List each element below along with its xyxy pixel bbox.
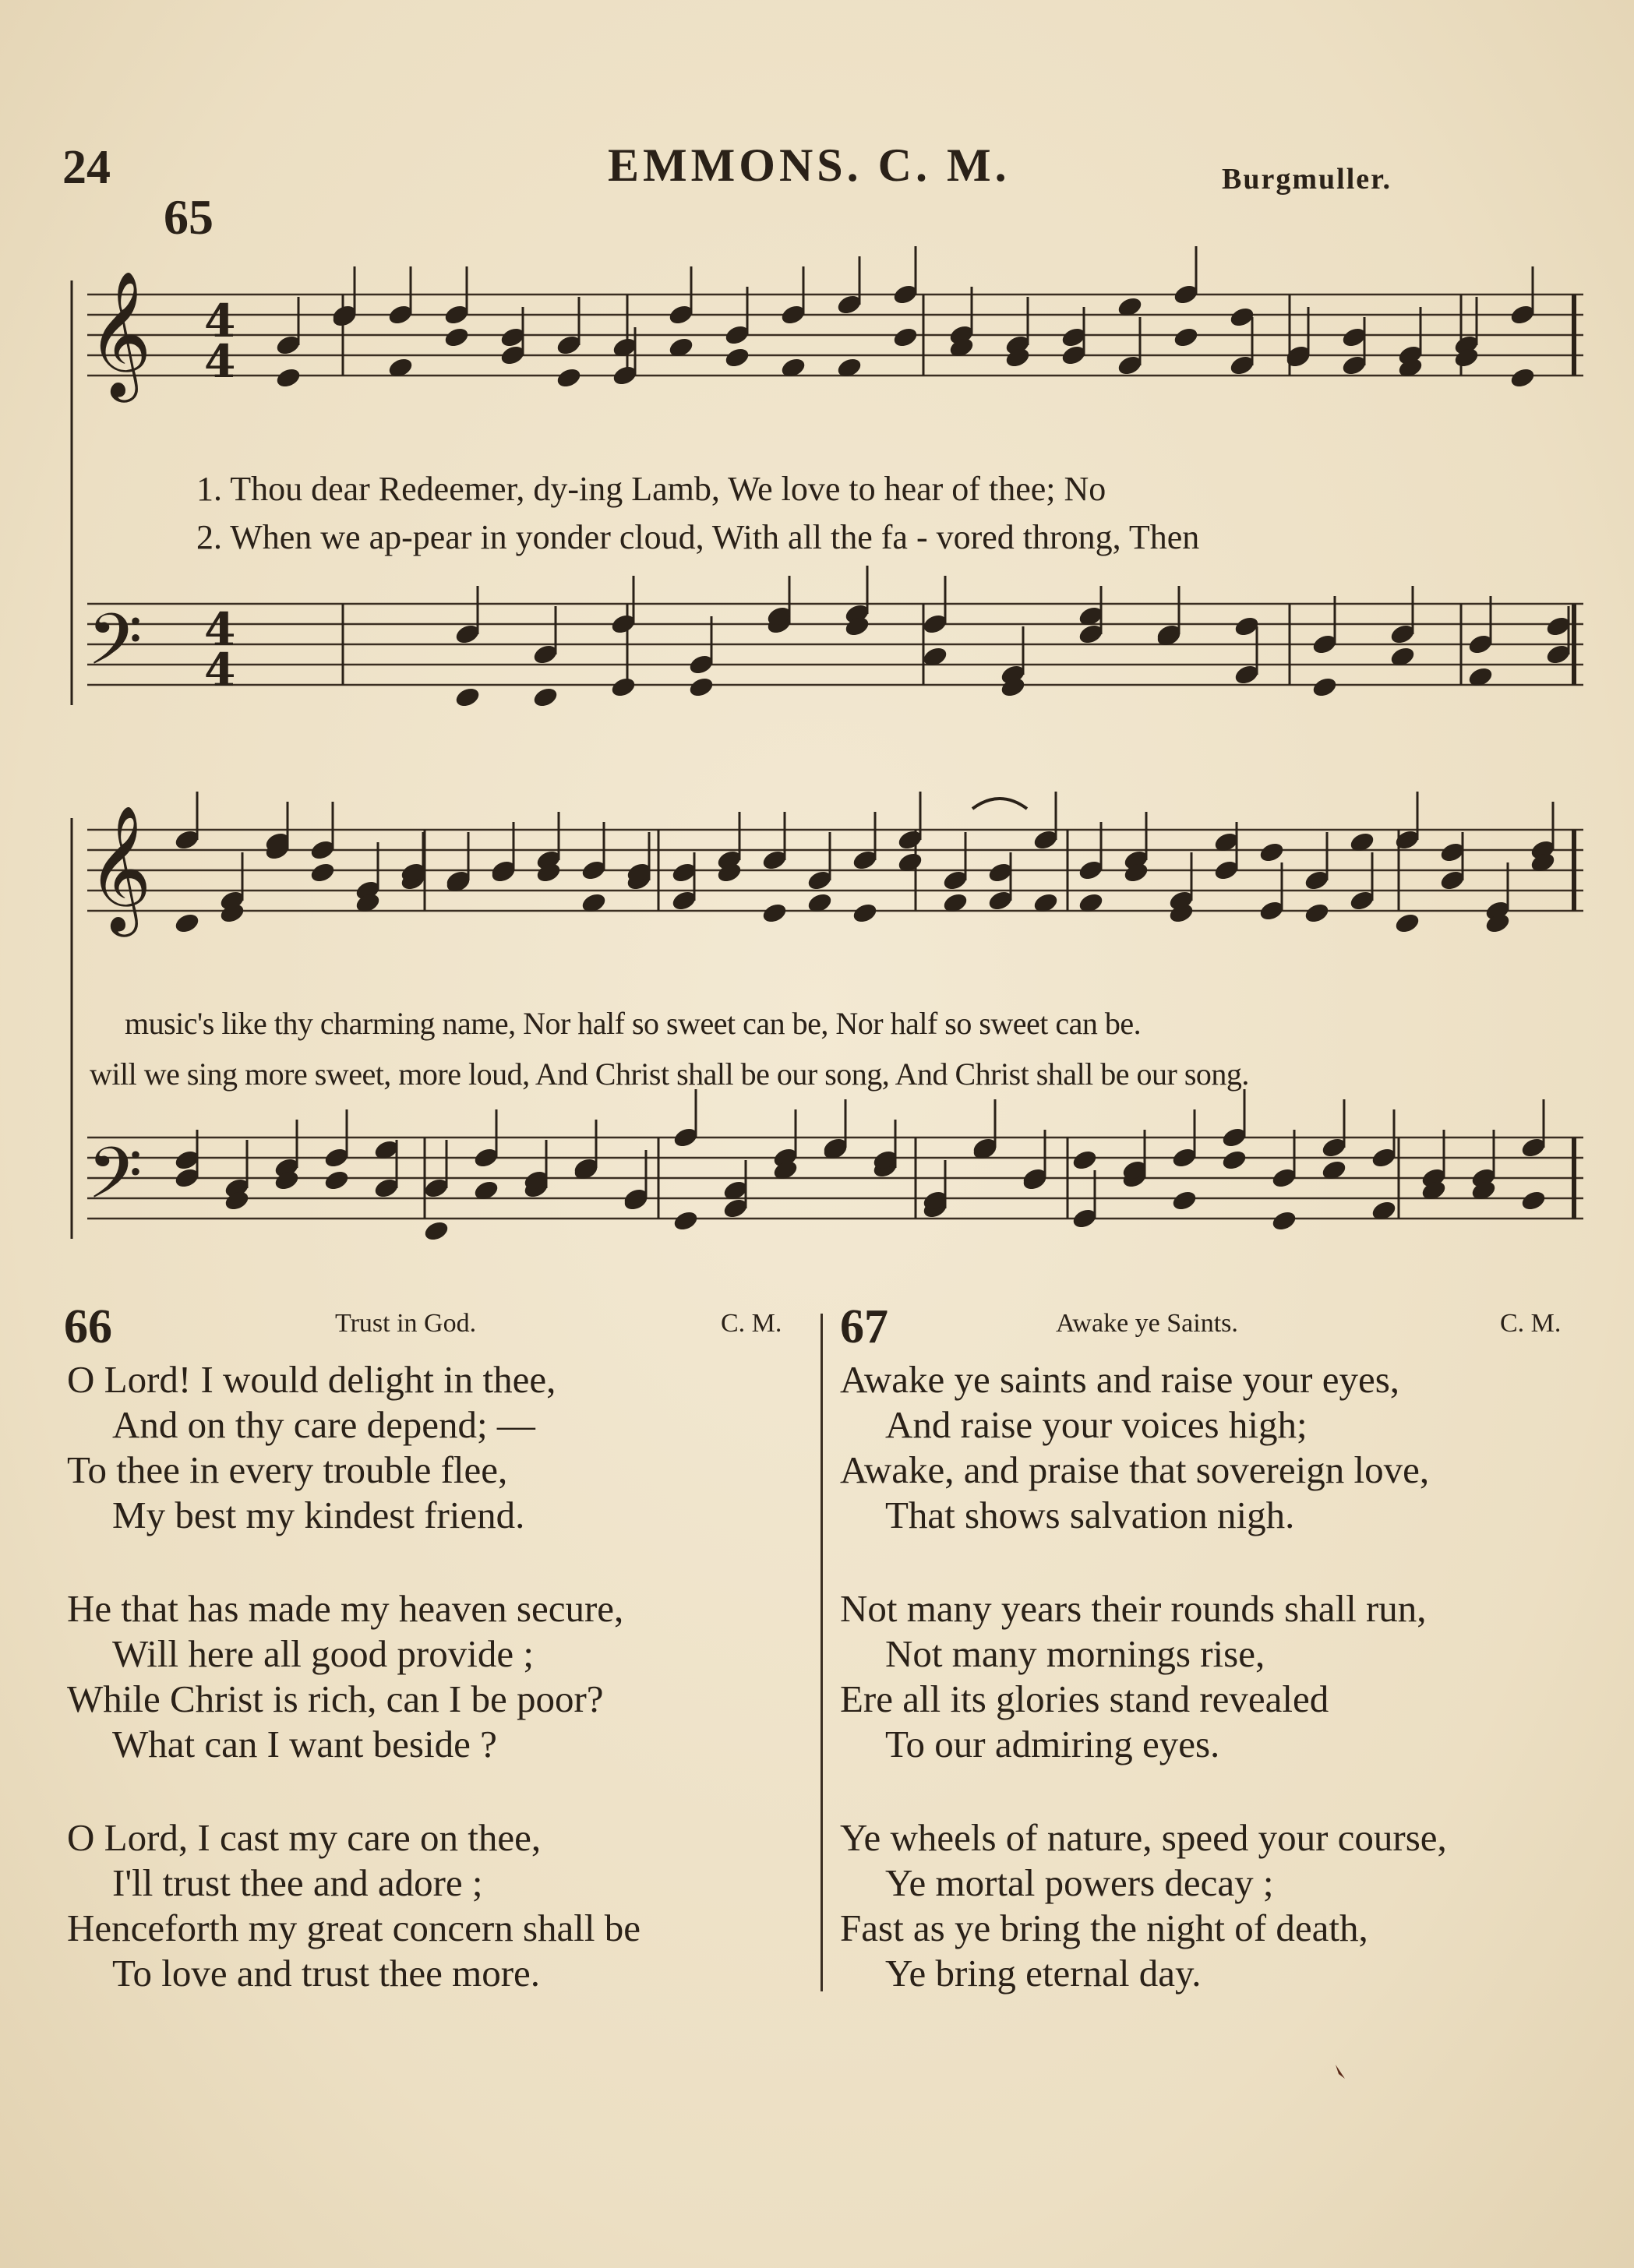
- note-head: [443, 326, 471, 350]
- note-head: [323, 1169, 351, 1193]
- hymn-66-meter: C. M.: [721, 1309, 782, 1338]
- verse-line: Ye mortal powers decay ;: [885, 1861, 1274, 1904]
- lyric-system1-verse2: 2. When we ap-pear in yonder cloud, With all the fa - vored throng, Then: [196, 518, 1200, 556]
- note-head: [422, 1219, 450, 1243]
- verse-line: To thee in every trouble flee,: [67, 1448, 508, 1491]
- column-divider: [821, 1314, 823, 1991]
- hymn-66-stanza-1: [67, 1357, 556, 1538]
- bass-clef-icon: 𝄢: [87, 1132, 143, 1232]
- verse-line: Not many years their rounds shall run,: [840, 1587, 1427, 1630]
- note-head: [1220, 1148, 1248, 1173]
- note-head: [1172, 326, 1200, 350]
- verse-line: Henceforth my great concern shall be: [67, 1906, 641, 1949]
- tune-title: EMMONS. C. M.: [608, 139, 1011, 191]
- verse-line: Awake, and praise that sovereign love,: [840, 1448, 1430, 1491]
- note-head: [1311, 675, 1339, 700]
- page-number: 24: [62, 141, 111, 194]
- treble-clef-icon: 𝄞: [87, 270, 152, 397]
- hymn-67-stanza-1: [840, 1357, 1429, 1538]
- verse-line: To love and trust thee more.: [112, 1952, 541, 1995]
- music-notes: [173, 246, 1572, 1243]
- verse-line: I'll trust thee and adore ;: [112, 1861, 483, 1904]
- verse-line: Not many mornings rise,: [885, 1632, 1265, 1675]
- verse-line: To our admiring eyes.: [885, 1723, 1220, 1765]
- printer-mark-icon: [1334, 2063, 1346, 2080]
- composer-name: Burgmuller.: [1222, 163, 1392, 196]
- hymn-66-title: Trust in God.: [335, 1309, 477, 1338]
- lyric-system2-verse2: will we sing more sweet, more loud, And Christ shall be our song, And Christ shall be our song.: [90, 1056, 1249, 1092]
- time-signature: 4: [204, 335, 236, 388]
- note-head: [453, 686, 482, 710]
- note-head: [173, 912, 201, 936]
- note-head: [1071, 1148, 1099, 1173]
- note-head: [609, 675, 637, 700]
- hymn-67-meter: C. M.: [1500, 1309, 1562, 1338]
- note-head: [723, 346, 751, 370]
- verse-line: What can I want beside ?: [112, 1723, 497, 1765]
- time-signature: 4: [204, 644, 236, 697]
- note-head: [1303, 901, 1331, 926]
- verse-line: Fast as ye bring the night of death,: [840, 1906, 1368, 1949]
- verse-line: O Lord, I cast my care on thee,: [67, 1816, 542, 1859]
- verse-line: Awake ye saints and raise your eyes,: [840, 1358, 1400, 1401]
- note-head: [891, 326, 919, 350]
- hymn-67-stanza-2: [840, 1586, 1427, 1767]
- verse-line: And on thy care depend; —: [112, 1403, 535, 1446]
- note-head: [1519, 1189, 1548, 1213]
- bar-lines: [72, 280, 1574, 1239]
- hymn-67-number: 67: [840, 1300, 888, 1353]
- note-head: [274, 366, 302, 390]
- treble-clef-icon: 𝄞: [87, 805, 152, 932]
- note-head: [1509, 366, 1537, 390]
- verse-line: While Christ is rich, can I be poor?: [67, 1677, 604, 1720]
- note-head: [531, 686, 559, 710]
- verse-line: My best my kindest friend.: [112, 1494, 525, 1536]
- note-head: [1270, 1209, 1298, 1233]
- note-head: [555, 366, 583, 390]
- time-signature: 4: [204, 603, 236, 656]
- verse-line: O Lord! I would delight in thee,: [67, 1358, 556, 1401]
- note-head: [687, 675, 715, 700]
- note-head: [761, 901, 789, 926]
- hymn-66-stanza-2: [67, 1586, 623, 1767]
- hymn-66-number: 66: [64, 1300, 112, 1353]
- note-head: [1170, 1189, 1198, 1213]
- lyric-system2-verse1: music's like thy charming name, Nor half so sweet can be, Nor half so sweet can be.: [125, 1006, 1142, 1041]
- time-signature: 4: [204, 295, 236, 347]
- hymn-67-stanza-3: [840, 1815, 1447, 1996]
- verse-line: He that has made my heaven secure,: [67, 1587, 624, 1630]
- tune-number: 65: [164, 189, 214, 245]
- verse-line: And raise your voices high;: [885, 1403, 1308, 1446]
- fermata-mark: [972, 799, 1027, 809]
- verse-line: Ere all its glories stand revealed: [840, 1677, 1329, 1720]
- note-head: [672, 1209, 700, 1233]
- note-head: [1258, 841, 1286, 865]
- verse-line: That shows salvation nigh.: [885, 1494, 1295, 1536]
- hymn-67-title: Awake ye Saints.: [1056, 1309, 1238, 1338]
- verse-line: Ye wheels of nature, speed your course,: [840, 1816, 1447, 1859]
- note-head: [851, 901, 879, 926]
- lyric-system1-verse1: 1. Thou dear Redeemer, dy-ing Lamb, We love to hear of thee; No: [196, 470, 1106, 508]
- hymn-66-stanza-3: [67, 1815, 641, 1996]
- verse-line: Ye bring eternal day.: [885, 1952, 1202, 1995]
- note-head: [309, 861, 337, 885]
- bass-clef-icon: 𝄢: [87, 598, 143, 698]
- verse-line: Will here all good provide ;: [112, 1632, 534, 1675]
- note-head: [1393, 912, 1421, 936]
